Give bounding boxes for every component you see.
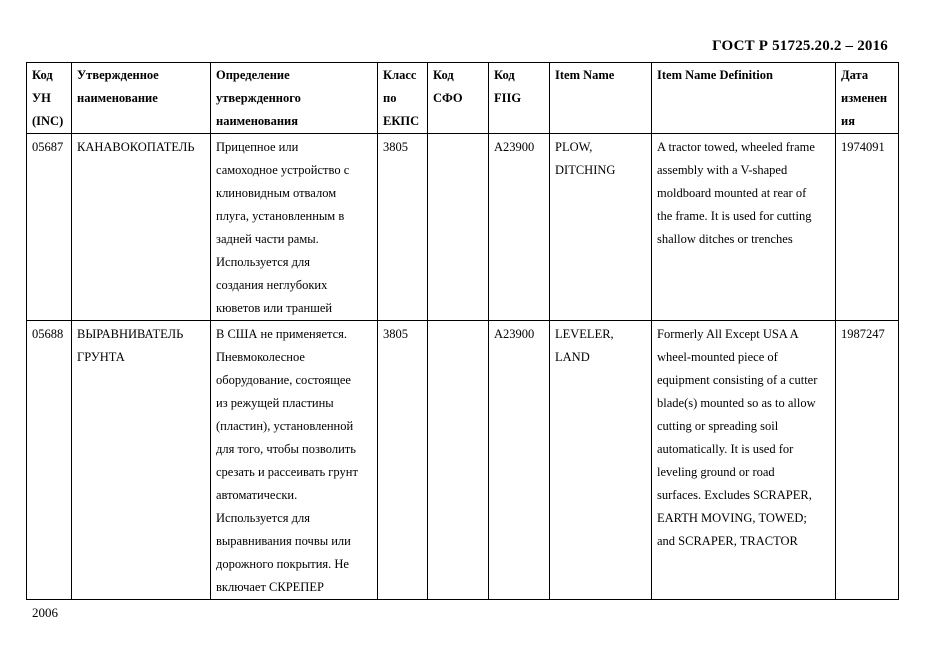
cell-approved-name: ВЫРАВНИВАТЕЛЬ ГРУНТА xyxy=(72,321,211,600)
cell-class: 3805 xyxy=(378,321,428,600)
cell-definition: В США не применяется. Пневмоколесное оборудование, состоящее из режущей пластины (пластин), установленной для того, чтобы позволить срезать и рассеивать грунт автоматически. Используется для выравнивания почвы или дорожного покрытия. Не включает СКРЕПЕР xyxy=(211,321,378,600)
document-title: ГОСТ Р 51725.20.2 – 2016 xyxy=(712,38,888,54)
cell-inc: 05688 xyxy=(27,321,72,600)
page-number: 2006 xyxy=(32,605,58,620)
header-definition: Определение утвержденного наименования xyxy=(211,63,378,134)
cell-sfo xyxy=(428,134,489,321)
cell-sfo xyxy=(428,321,489,600)
header-date: Дата изменен ия xyxy=(836,63,899,134)
header-fiig: Код FIIG xyxy=(489,63,550,134)
cell-fiig: A23900 xyxy=(489,134,550,321)
header-item-definition: Item Name Definition xyxy=(652,63,836,134)
cell-inc: 05687 xyxy=(27,134,72,321)
header-sfo: Код СФО xyxy=(428,63,489,134)
cell-class: 3805 xyxy=(378,134,428,321)
header-inc: Код УН (INC) xyxy=(27,63,72,134)
table-header-row xyxy=(27,63,899,134)
cell-definition: Прицепное или самоходное устройство с клиновидным отвалом плуга, установленным в задней части рамы. Используется для создания неглубоких кюветов или траншей xyxy=(211,134,378,321)
cell-date: 1974091 xyxy=(836,134,899,321)
cell-date: 1987247 xyxy=(836,321,899,600)
cell-item-name: LEVELER, LAND xyxy=(550,321,652,600)
cell-approved-name: КАНАВОКОПАТЕЛЬ xyxy=(72,134,211,321)
item-table xyxy=(26,62,899,600)
cell-item-definition: Formerly All Except USA A wheel-mounted piece of equipment consisting of a cutter blade(s) mounted so as to allow cutting or spreading soil automatically. It is used for leveling ground or road surfaces. Excludes SCRAPER, EARTH MOVING, TOWED; and SCRAPER, TRACTOR xyxy=(652,321,836,600)
cell-item-definition: A tractor towed, wheeled frame assembly with a V-shaped moldboard mounted at rear of the frame. It is used for cutting shallow ditches or trenches xyxy=(652,134,836,321)
header-item-name: Item Name xyxy=(550,63,652,134)
table-row xyxy=(27,134,899,321)
cell-fiig: A23900 xyxy=(489,321,550,600)
table-row xyxy=(27,321,899,600)
cell-item-name: PLOW, DITCHING xyxy=(550,134,652,321)
header-approved-name: Утвержденное наименование xyxy=(72,63,211,134)
header-class: Класс по ЕКПС xyxy=(378,63,428,134)
